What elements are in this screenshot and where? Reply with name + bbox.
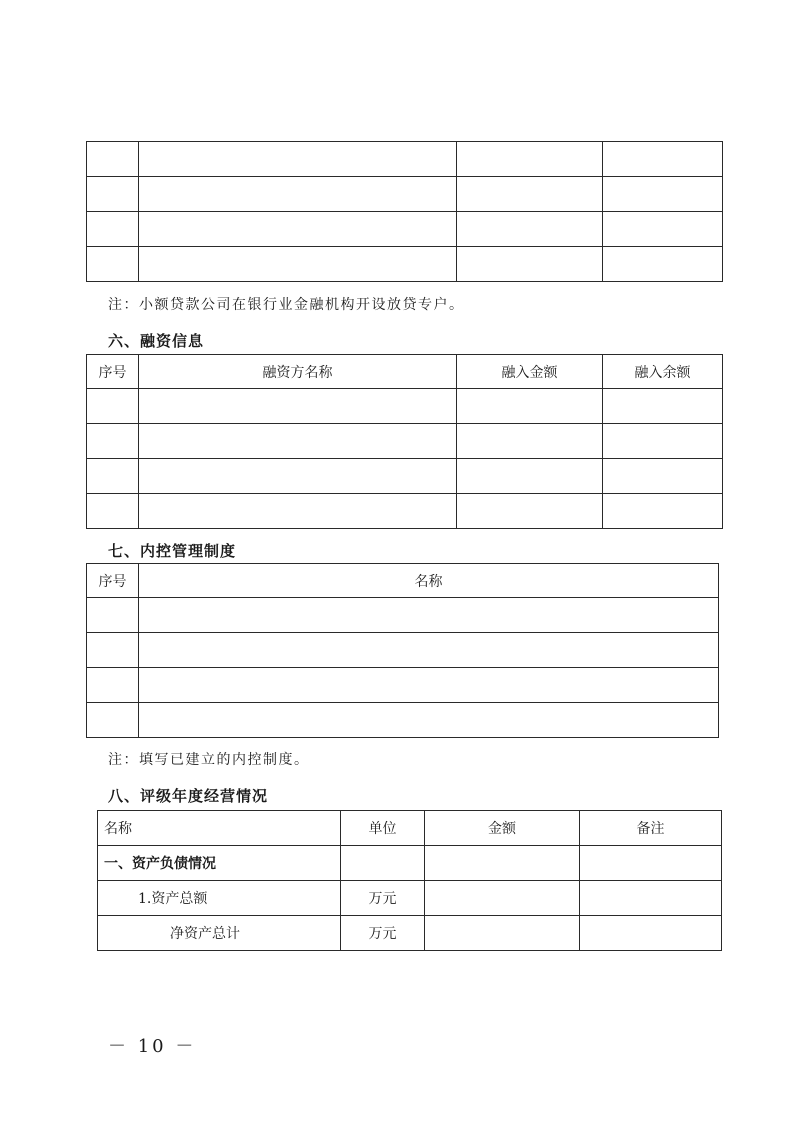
table-row [98,881,722,916]
col-header-seq: 序号 [87,564,139,598]
section8-title: 八、评级年度经营情况 [108,787,269,805]
section5-note: 注：小额贷款公司在银行业金融机构开设放贷专户。 [108,297,465,313]
operating-status-table [97,810,722,951]
col-header-balance-in: 融入余额 [603,355,723,389]
table-row [87,177,723,212]
row-label-assets-liabilities: 一、资产负债情况 [98,846,341,881]
row-label-total-assets: 1.资产总额 [98,881,341,916]
section7-note: 注：填写已建立的内控制度。 [108,752,310,768]
col-header-remarks: 备注 [580,811,722,846]
table-row [87,247,723,282]
table-row [98,846,722,881]
table-header-row [87,564,719,598]
table-row [87,494,723,529]
table-header-row [87,355,723,389]
section7-title: 七、内控管理制度 [108,542,237,560]
col-header-name: 名称 [98,811,341,846]
col-header-amount: 金额 [425,811,580,846]
row-unit-total-assets: 万元 [341,881,425,916]
col-header-unit: 单位 [341,811,425,846]
table-row [87,212,723,247]
row-label-net-assets: 净资产总计 [98,916,341,951]
bank-accounts-table-continued [86,141,723,282]
table-row [87,424,723,459]
table-row [87,633,719,668]
table-row [87,459,723,494]
col-header-amount-in: 融入金额 [457,355,603,389]
section6-title: 六、融资信息 [108,332,205,350]
col-header-financier-name: 融资方名称 [139,355,457,389]
table-row [98,916,722,951]
row-unit-net-assets: 万元 [341,916,425,951]
table-row [87,598,719,633]
financing-table [86,354,723,529]
table-row [87,142,723,177]
table-row [87,703,719,738]
table-header-row [98,811,722,846]
internal-control-table [86,563,719,738]
page-number: － 10 － [108,1036,197,1057]
table-row [87,389,723,424]
table-row [87,668,719,703]
col-header-seq: 序号 [87,355,139,389]
col-header-name: 名称 [139,564,719,598]
